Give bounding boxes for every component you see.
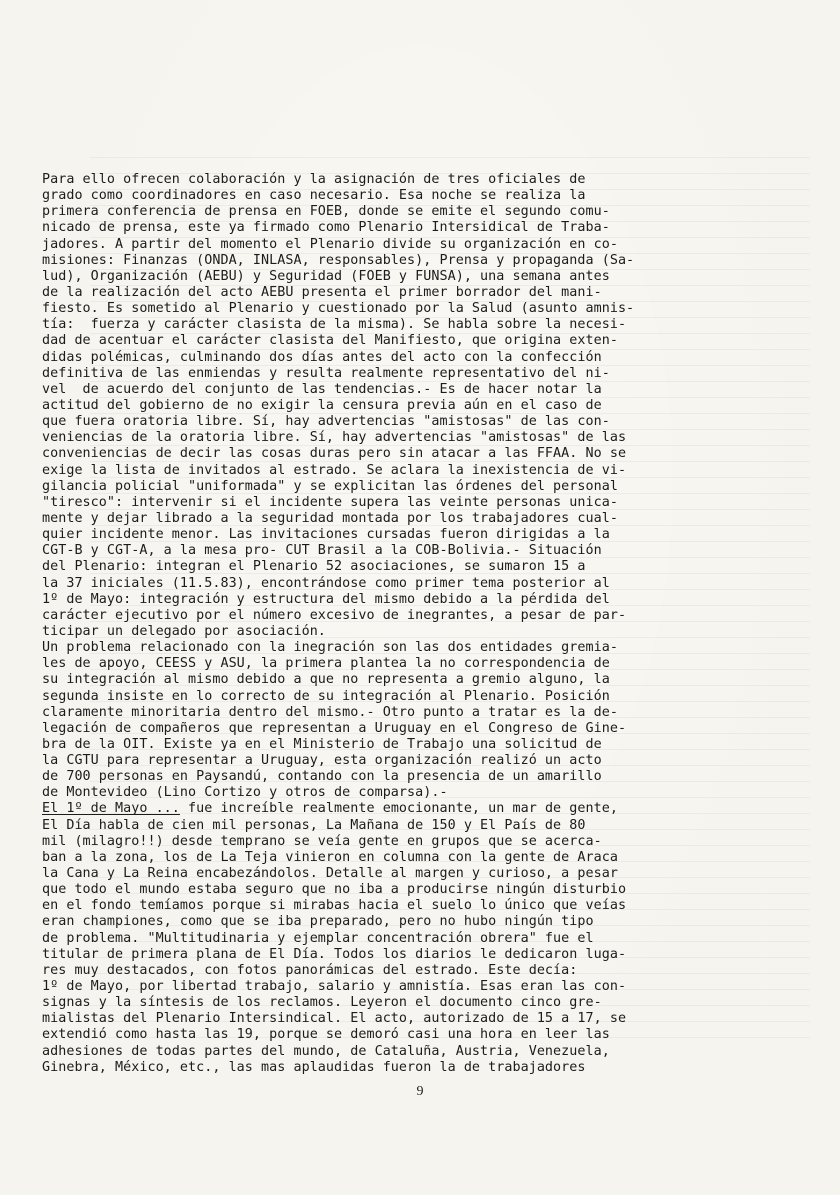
page-number: 9 bbox=[416, 1084, 424, 1099]
text-line: Un problema relacionado con la inegración son las dos entidades gremia- bbox=[42, 640, 618, 656]
text-line: conveniencias de decir las cosas duras pero sin atacar a las FFAA. No se bbox=[42, 446, 627, 462]
text-line: 1º de Mayo: integración y estructura del mismo debido a la pérdida del bbox=[42, 591, 610, 607]
text-line: signas y la síntesis de los reclamos. Leyeron el documento cinco gre- bbox=[42, 995, 602, 1011]
text-line: mil (milagro!!) desde temprano se veía gente en grupos que se acerca- bbox=[42, 833, 602, 849]
text-line: 1º de Mayo, por libertad trabajo, salario y amnistía. Esas eran las con- bbox=[42, 979, 627, 995]
text-line: ticipar un delegado por asociación. bbox=[42, 623, 326, 639]
text-line: de 700 personas en Paysandú, contando con la presencia de un amarillo bbox=[42, 769, 602, 785]
text-line: en el fondo temíamos porque si mirabas hacia el suelo lo único que veías bbox=[42, 898, 627, 914]
body-text bbox=[42, 172, 787, 1076]
text-line: quier incidente menor. Las invitaciones cursadas fueron dirigidas a la bbox=[42, 527, 610, 543]
text-line: El Día habla de cien mil personas, La Mañana de 150 y El País de 80 bbox=[42, 817, 586, 833]
text-line: les de apoyo, CEESS y ASU, la primera plantea la no correspondencia de bbox=[42, 656, 610, 672]
text-line: Ginebra, México, etc., las mas aplaudidas fueron la de trabajadores bbox=[42, 1059, 586, 1075]
text-line: CGT-B y CGT-A, a la mesa pro- CUT Brasil a la COB-Bolivia.- Situación bbox=[42, 543, 602, 559]
text-line: la Cana y La Reina encabezándolos. Detalle al margen y curioso, a pesar bbox=[42, 866, 618, 882]
text-line: claramente minoritaria dentro del mismo.- Otro punto a tratar es la de- bbox=[42, 704, 618, 720]
text-line: gilancia policial "uniformada" y se explicitan las órdenes del personal bbox=[42, 478, 618, 494]
underlined-heading: El 1º de Mayo ... bbox=[42, 801, 180, 817]
text-line: lud), Organización (AEBU) y Seguridad (FOEB y FUNSA), una semana antes bbox=[42, 268, 610, 284]
text-line: de la realización del acto AEBU presenta el primer borrador del mani- bbox=[42, 284, 602, 300]
text-line: res muy destacados, con fotos panorámicas del estrado. Este decía: bbox=[42, 962, 578, 978]
text-line: El 1º de Mayo ... fue increíble realmente emocionante, un mar de gente, bbox=[42, 801, 618, 817]
text-line: misiones: Finanzas (ONDA, INLASA, responsables), Prensa y propaganda (Sa- bbox=[42, 252, 635, 268]
text-line: eran championes, como que se iba preparado, pero no hubo ningún tipo bbox=[42, 914, 594, 930]
text-line: tía: fuerza y carácter clasista de la misma). Se habla sobre la necesi- bbox=[42, 317, 627, 333]
text-line: que fuera oratoria libre. Sí, hay advertencias "amistosas" de las con- bbox=[42, 414, 610, 430]
text-line: titular de primera plana de El Día. Todos los diarios le dedicaron luga- bbox=[42, 946, 627, 962]
text-line: que todo el mundo estaba seguro que no iba a producirse ningún disturbio bbox=[42, 882, 627, 898]
text-line: de Montevideo (Lino Cortizo y otros de comparsa).- bbox=[42, 785, 448, 801]
text-line: jadores. A partir del momento el Plenario divide su organización en co- bbox=[42, 236, 618, 252]
text-line: grado como coordinadores en caso necesario. Esa noche se realiza la bbox=[42, 188, 586, 204]
text-line: legación de compañeros que representan a Uruguay en el Congreso de Gine- bbox=[42, 720, 627, 736]
text-line: mente y dejar librado a la seguridad montada por los trabajadores cual- bbox=[42, 510, 618, 526]
text-line: nicado de prensa, este ya firmado como Plenario Intersidical de Traba- bbox=[42, 220, 610, 236]
text-line: extendió como hasta las 19, porque se demoró casi una hora en leer las bbox=[42, 1027, 610, 1043]
text-line: definitiva de las enmiendas y resulta realmente representativo del ni- bbox=[42, 365, 610, 381]
text-line: vel de acuerdo del conjunto de las tendencias.- Es de hacer notar la bbox=[42, 381, 602, 397]
text-line: dad de acentuar el carácter clasista del Manifiesto, que origina exten- bbox=[42, 333, 618, 349]
text-line: adhesiones de todas partes del mundo, de Cataluña, Austria, Venezuela, bbox=[42, 1043, 610, 1059]
text-line: carácter ejecutivo por el número excesivo de inegrantes, a pesar de par- bbox=[42, 607, 627, 623]
text-line: actitud del gobierno de no exigir la censura previa aún en el caso de bbox=[42, 397, 602, 413]
text-line: su integración al mismo debido a que no representa a gremio alguno, la bbox=[42, 672, 610, 688]
text-line: fiesto. Es sometido al Plenario y cuestionado por la Salud (asunto amnis- bbox=[42, 301, 635, 317]
text-line: veniencias de la oratoria libre. Sí, hay advertencias "amistosas" de las bbox=[42, 430, 627, 446]
text-line: didas polémicas, culminando dos días antes del acto con la confección bbox=[42, 349, 602, 365]
text-line: bra de la OIT. Existe ya en el Ministerio de Trabajo una solicitud de bbox=[42, 736, 602, 752]
text-line: ban a la zona, los de La Teja vinieron en columna con la gente de Araca bbox=[42, 849, 618, 865]
text-line: exige la lista de invitados al estrado. Se aclara la inexistencia de vi- bbox=[42, 462, 627, 478]
text-line: del Plenario: integran el Plenario 52 asociaciones, se sumaron 15 a bbox=[42, 559, 586, 575]
text-line: la CGTU para representar a Uruguay, esta organización realizó un acto bbox=[42, 753, 602, 769]
text-line: "tiresco": intervenir si el incidente supera las veinte personas unica- bbox=[42, 494, 618, 510]
text-line: primera conferencia de prensa en FOEB, donde se emite el segundo comu- bbox=[42, 204, 610, 220]
text-line: de problema. "Multitudinaria y ejemplar concentración obrera" fue el bbox=[42, 930, 594, 946]
text-line: Para ello ofrecen colaboración y la asignación de tres oficiales de bbox=[42, 172, 586, 187]
text-line: segunda insiste en lo correcto de su integración al Plenario. Posición bbox=[42, 688, 610, 704]
text-line: mialistas del Plenario Intersindical. El acto, autorizado de 15 a 17, se bbox=[42, 1011, 627, 1027]
text-line: la 37 iniciales (11.5.83), encontrándose como primer tema posterior al bbox=[42, 575, 610, 591]
